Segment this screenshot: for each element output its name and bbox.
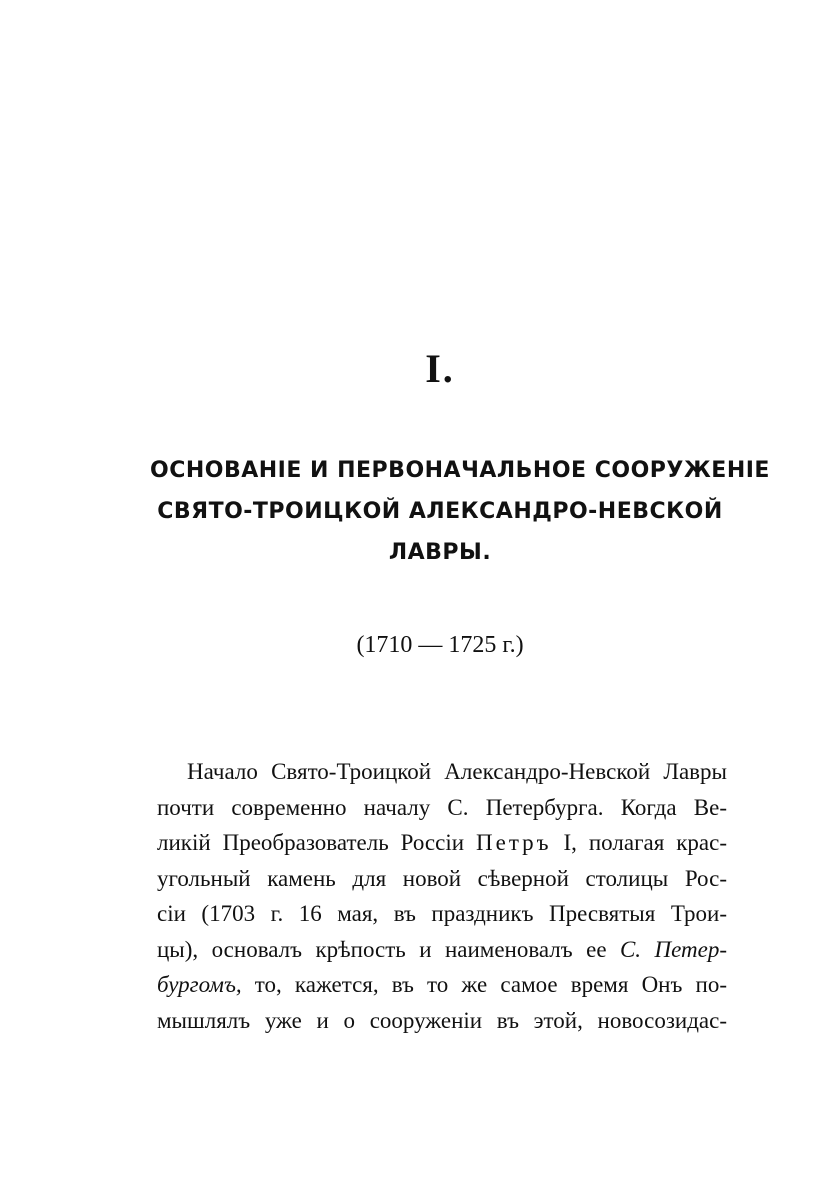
text-line <box>157 932 727 968</box>
chapter-title-line: СВЯТО-ТРОИЦКОЙ АЛЕКСАНДРО-НЕВСКОЙ <box>157 499 723 524</box>
text-span: цы), основалъ крѣпость и наименовалъ ее <box>157 936 620 962</box>
text-line: почти современно началу С. Петербурга. Когда Ве- <box>157 794 727 820</box>
text-span: I, полагая крас- <box>551 830 727 855</box>
chapter-title-line: ЛАВРЫ. <box>388 540 492 565</box>
italic-city-name: бургомъ, <box>157 972 242 997</box>
text-line: сіи (1703 г. 16 мая, въ праздникъ Пресвятыя Трои- <box>157 901 727 926</box>
emperor-name: Петръ <box>476 830 552 855</box>
italic-city-name: С. Петер- <box>619 936 727 962</box>
text-span: то, кажется, въ то же самое время Онъ по- <box>241 972 727 997</box>
text-line <box>157 967 727 1003</box>
text-span: ликій Преобразователь Россіи <box>157 830 477 855</box>
chapter-title <box>150 450 770 573</box>
chapter-number: I. <box>425 346 455 391</box>
chapter-title-line: ОСНОВАНІЕ И ПЕРВОНАЧАЛЬНОЕ СООРУЖЕНІЕ <box>150 458 770 483</box>
body-text <box>157 754 727 1038</box>
text-line: угольный камень для новой сѣверной столицы Рос- <box>157 865 727 891</box>
text-line: Начало Свято-Троицкой Александро-Невской Лавры <box>187 759 727 784</box>
text-line <box>157 825 727 861</box>
text-line: мышлялъ уже и о сооруженіи въ этой, новосозидас- <box>157 1007 727 1033</box>
chapter-dates: (1710 — 1725 г.) <box>356 632 524 658</box>
